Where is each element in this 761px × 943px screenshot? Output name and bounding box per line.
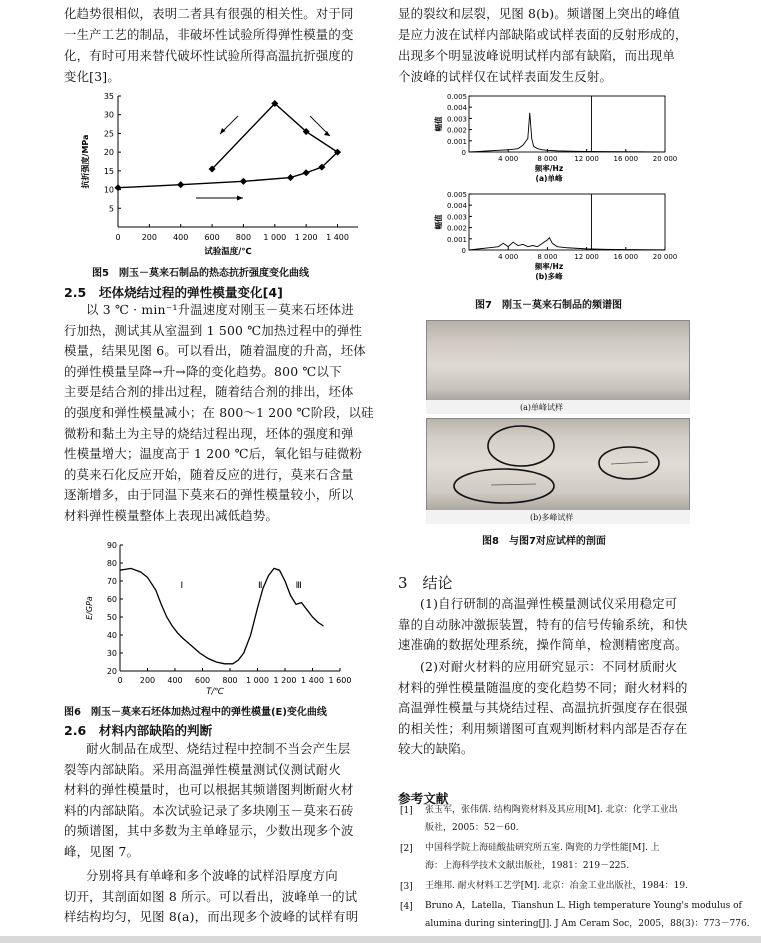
fig7a-x-label: 频率/Hz — [534, 164, 564, 173]
fig6-xtick-label: 1 200 — [273, 676, 297, 685]
fig7b-ytick-label: 0.004 — [446, 202, 467, 211]
sec3b-line-3: 高温弹性模量与其烧结过程、高温抗折强度存在很强 — [398, 700, 688, 716]
ref-4-line-1: Bruno A，Latella，Tianshun L. High temperature Young's modulus of — [425, 901, 742, 911]
intro-line-2: 一生产工艺的制品，非破坏性试验所得弹性模量的变 — [64, 27, 354, 42]
sec26-line-6: 峰，见图 7。 — [64, 844, 140, 859]
fig6-xtick-label: 400 — [167, 676, 183, 685]
sec25-line-5: 主要是结合剂的排出过程，随着结合剂的排出，坯体 — [64, 384, 354, 400]
fig5-caption: 图5 刚玉－莫来石制品的热态抗折强度变化曲线 — [92, 268, 309, 279]
ref-1-line-2: 版社，2005：52－60. — [425, 823, 519, 833]
fig7-caption: 图7 刚玉－莫来石制品的频谱图 — [475, 300, 622, 311]
fig6-ytick-label: 70 — [106, 577, 117, 586]
ref-number-1: [1] — [400, 806, 413, 816]
ref-2-line-1: 中国科学院上海硅酸盐研究所五室. 陶瓷的力学性能[M]. 上 — [425, 843, 660, 853]
fig7a-ytick-label: 0.005 — [446, 93, 467, 101]
right-intro-line-3: 出现多个明显波峰说明试样内部有缺陷，而出现单 — [398, 48, 675, 63]
fig7a-ytick-label: 0.003 — [446, 115, 467, 124]
fig7b-xtick-label: 4 000 — [498, 253, 519, 261]
right-intro-line-1: 显的裂纹和层裂，见图 8(b)。频谱图上突出的峰值 — [398, 6, 681, 21]
sec25-line-8: 性模量增大；温度高于 1 200 ℃后，氧化铝与硅微粉 — [64, 446, 363, 462]
fig7a-ytick-label: 0.001 — [446, 137, 467, 146]
fig6-xtick-label: 1 000 — [246, 676, 269, 685]
ref-number-2: [2] — [400, 844, 413, 854]
sec26b-line-1: 分别将具有单峰和多个波峰的试样沿厚度方向 — [86, 868, 338, 883]
fig8a-label: (a)单峰试样 — [520, 403, 564, 412]
fig5-arrow-heating-head — [237, 196, 243, 201]
fig6-xtick-label: 600 — [194, 676, 211, 685]
fig6-ytick-label: 60 — [106, 595, 117, 604]
page-bottom-bar — [0, 936, 761, 943]
fig6-chart — [80, 538, 360, 698]
fig5-y-label: 抗折强度/MPa — [81, 134, 90, 189]
fig7b-series-line — [469, 238, 665, 250]
fig5-xtick-label: 800 — [235, 233, 252, 242]
fig6-region-label: Ⅲ — [295, 581, 302, 592]
sec3a-line-3: 速准确的数据处理系统，操作简单，检测精密度高。 — [398, 637, 688, 653]
defect-ellipse-1 — [488, 426, 554, 466]
fig6-series-line — [120, 568, 324, 663]
fig7b-ytick-label: 0.003 — [446, 213, 467, 222]
fig7b-xtick-label: 12 000 — [574, 253, 599, 261]
fig7a-frame — [469, 96, 665, 152]
sec25-line-11: 材料弹性模量整体上表现出减低趋势。 — [64, 508, 279, 523]
fig5-ytick-label: 20 — [103, 148, 114, 158]
fig5-xtick-label: 1 000 — [263, 233, 287, 242]
fig5-ytick-label: 5 — [108, 204, 114, 214]
sec26-line-2: 裂等内部缺陷。采用高温弹性模量测试仪测试耐火 — [64, 761, 341, 777]
sec26b-line-3: 样结构均匀，见图 8(a)，而出现多个波峰的试样有明 — [64, 909, 359, 925]
fig7b-ytick-label: 0.002 — [446, 224, 467, 233]
fig5-xtick-label: 0 — [115, 233, 121, 242]
ref-1-line-1: 张玉军，张伟儒. 结构陶瓷材料及其应用[M]. 北京：化学工业出 — [425, 805, 678, 815]
sec25-line-10: 逐渐增多，由于同温下莫来石的弹性模量较小，所以 — [64, 487, 354, 503]
fig7a-xtick-label: 16 000 — [613, 155, 639, 163]
fig8-caption: 图8 与图7对应试样的剖面 — [482, 536, 606, 547]
fig7b-frame — [469, 194, 665, 250]
sec26-line-4: 料的内部缺陷。本次试验记录了多块刚玉－莫来石砖 — [64, 802, 354, 818]
fig7a-xtick-label: 20 000 — [652, 155, 678, 163]
fig6-region-label: Ⅱ — [258, 581, 263, 592]
fig7b-ytick-label: 0.005 — [446, 191, 467, 199]
fig6-xtick-label: 200 — [139, 676, 156, 685]
fig7b-zero-label: 0 — [461, 247, 466, 255]
fig7b-title: (b)多峰 — [535, 272, 563, 281]
fig6-xtick-label: 1 600 — [328, 676, 352, 685]
ref-number-4: [4] — [400, 902, 413, 912]
fig6-ytick-label: 20 — [106, 667, 117, 676]
fig7a-title: (a)单峰 — [535, 174, 563, 183]
fig6-xtick-label: 1 400 — [301, 676, 324, 685]
fig7a-xtick-label: 8 000 — [537, 155, 558, 163]
fig6-ytick-label: 90 — [106, 541, 117, 550]
ref-number-3: [3] — [400, 882, 413, 892]
ref-2-line-2: 海：上海科学技术文献出版社，1981：219－225. — [425, 861, 630, 871]
sec26-line-5: 的频谱图，其中多数为主单峰显示，少数出现多个波 — [64, 823, 354, 839]
sec3b-line-1: (2)对耐火材料的应用研究显示：不同材质耐火 — [420, 659, 678, 674]
fig5-xtick-label: 400 — [173, 233, 189, 242]
sec3-title: 3 结论 — [398, 574, 453, 592]
intro-line-3: 化，有时可用来替代破坏性试验所得高温抗折强度的 — [64, 48, 354, 63]
fig6-ytick-label: 80 — [106, 559, 117, 568]
right-intro-line-2: 是应力波在试样内部缺陷或试样表面的反射形成的， — [398, 27, 688, 42]
fig7b-x-label: 频率/Hz — [534, 262, 564, 271]
fig5-point — [287, 174, 294, 181]
sec26-title: 2.6 材料内部缺陷的判断 — [64, 723, 213, 738]
fig8b-label: (b)多峰试样 — [530, 513, 574, 522]
sec25-line-6: 的强度和弹性模量减小；在 800～1 200 ℃阶段，以硅 — [64, 405, 374, 420]
fig6-xtick-label: 800 — [222, 676, 238, 685]
fig7a-xtick-label: 12 000 — [574, 155, 599, 163]
sec25-line-3: 模量，结果见图 6。可以看出，随着温度的升高，坯体 — [64, 343, 366, 359]
fig7b-xtick-label: 8 000 — [537, 253, 558, 261]
fig6-ytick-label: 30 — [106, 649, 117, 658]
fig7b-ytick-label: 0.001 — [446, 235, 467, 244]
sec25-line-4: 的弹性模量呈降→升→降的变化趋势。800 ℃以下 — [64, 363, 342, 379]
fig7b-chart — [425, 188, 700, 290]
fig6-x-label: T/℃ — [206, 687, 224, 697]
fig5-xtick-label: 600 — [204, 233, 220, 242]
sec3a-line-2: 靠的自动脉冲激振装置，特有的信号传输系统，和快 — [398, 616, 688, 632]
fig7b-xtick-label: 16 000 — [613, 253, 639, 261]
sec3b-line-2: 材料的弹性模量随温度的变化趋势不同；耐火材料的 — [398, 679, 688, 695]
ref-4-line-2: alumina during sintering[J]. J Am Ceram Soc，2005，88(3)：773－776. — [425, 919, 750, 929]
fig7a-xtick-label: 4 000 — [498, 155, 519, 163]
fig5-ytick-label: 25 — [103, 129, 114, 139]
fig7a-zero-label: 0 — [461, 149, 466, 157]
sec25-line-7: 微粉和黏土为主导的烧结过程出现，坯体的强度和弹 — [64, 425, 354, 441]
fig7a-chart — [425, 90, 700, 192]
refs-title: 参考文献 — [398, 791, 449, 806]
sec3b-line-4: 的相关性；利用频谱图可直观判断材料内部是否存在 — [398, 720, 688, 736]
fig5-ytick-label: 10 — [103, 185, 114, 195]
sec3b-line-5: 较大的缺陷。 — [398, 741, 474, 757]
sec25-line-2: 行加热，测试其从室温到 1 500 ℃加热过程中的弹性 — [64, 322, 363, 338]
fig6-caption: 图6 刚玉－莫来石坯体加热过程中的弹性模量(E)变化曲线 — [64, 707, 327, 718]
fig6-y-label: E/GPa — [85, 596, 94, 620]
intro-line-1: 化趋势很相似，表明二者具有很强的相关性。对于同 — [64, 6, 354, 21]
fig5-x-label: 试验温度/℃ — [204, 247, 252, 257]
sec3a-line-1: (1)自行研制的高温弹性模量测试仪采用稳定可 — [420, 596, 678, 611]
right-intro-line-4: 个波峰的试样仅在试样表面发生反射。 — [398, 69, 613, 84]
fig5-point — [240, 178, 247, 185]
fig7a-ytick-label: 0.002 — [446, 126, 467, 135]
intro-line-4: 变化[3]。 — [64, 69, 120, 84]
fig8b-defect-marks — [426, 418, 690, 512]
fig7b-y-label: 幅值 — [434, 214, 443, 230]
sec26-line-1: 耐火制品在成型、烧结过程中控制不当会产生层 — [86, 741, 351, 756]
fig6-ytick-label: 40 — [106, 631, 117, 640]
fig7a-ytick-label: 0.004 — [446, 104, 467, 113]
sec26b-line-2: 切开，其剖面如图 8 所示。可以看出，波峰单一的试 — [64, 888, 358, 904]
sec25-line-9: 的莫来石化反应开始，随着反应的进行，莫来石含量 — [64, 466, 354, 482]
sec26-line-3: 材料的弹性模量时，也可以根据其频谱图判断耐火材 — [64, 782, 354, 798]
fig5-point — [303, 169, 310, 176]
fig5-xtick-label: 1 200 — [294, 233, 318, 242]
fig7b-xtick-label: 20 000 — [652, 253, 678, 261]
defect-ellipse-2 — [454, 469, 554, 503]
fig5-xtick-label: 1 400 — [326, 233, 349, 242]
fig5-chart — [78, 88, 368, 258]
fig6-region-label: Ⅰ — [180, 581, 184, 592]
sec25-title: 2.5 坯体烧结过程的弹性模量变化[4] — [64, 285, 283, 300]
ref-3-line-1: 王维邦. 耐火材料工艺学[M]. 北京：冶金工业出版社，1984：19. — [425, 881, 688, 891]
fig5-ytick-label: 35 — [103, 92, 114, 101]
fig5-ytick-label: 15 — [103, 166, 114, 176]
sec25-line-1: 以 3 ℃ · min⁻¹升温速度对刚玉－莫来石坯体进 — [86, 302, 354, 317]
fig7a-y-label: 幅值 — [434, 116, 443, 132]
fig5-point — [114, 184, 121, 191]
fig6-xtick-label: 0 — [117, 676, 123, 685]
fig6-ytick-label: 50 — [106, 613, 117, 622]
fig5-series-line — [118, 103, 338, 187]
fig5-point — [177, 181, 184, 188]
fig5-xtick-label: 200 — [141, 233, 158, 242]
fig5-arrow-right-head — [324, 131, 330, 136]
fig8a-photo — [426, 320, 690, 402]
fig7a-series-line — [469, 113, 665, 152]
fig5-ytick-label: 30 — [103, 110, 114, 120]
